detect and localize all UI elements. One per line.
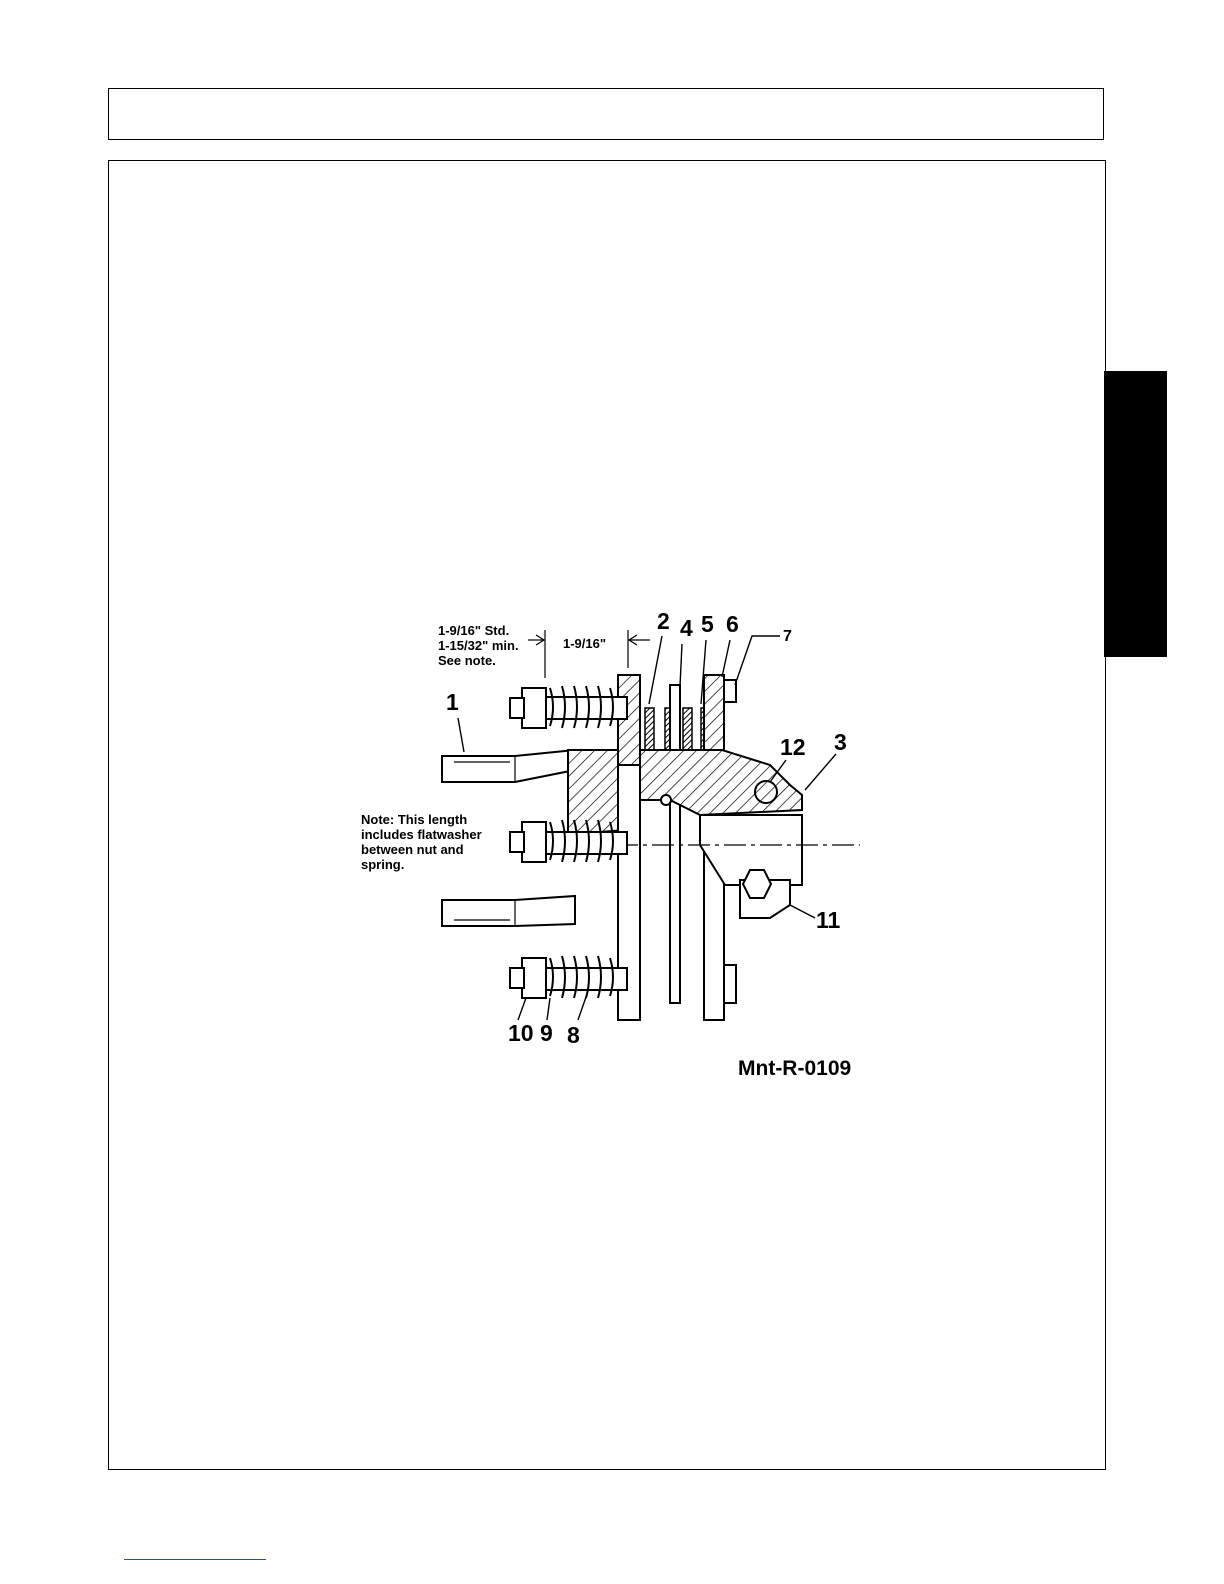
- yoke-upper-arm: [442, 750, 575, 782]
- note-line-3: between nut and: [361, 842, 464, 857]
- callout-6: 6: [726, 611, 739, 637]
- callout-10: 10: [508, 1020, 534, 1046]
- upper-bolt: [545, 697, 627, 719]
- middle-plate: [670, 685, 680, 1003]
- dimension-see-note: See note.: [438, 653, 496, 668]
- slip-clutch-diagram: [350, 600, 880, 1090]
- yoke-lower-arm: [442, 896, 575, 926]
- callout-12: 12: [780, 734, 806, 760]
- callout-1: 1: [446, 689, 459, 715]
- header-box: [108, 88, 1104, 140]
- collar-nut: [743, 870, 771, 898]
- footer-link-rule: [124, 1559, 266, 1560]
- note-line-2: includes flatwasher: [361, 827, 482, 842]
- callout-4: 4: [680, 615, 693, 641]
- dimension-std: 1-9/16" Std.: [438, 623, 510, 638]
- lower-nut: [510, 958, 546, 998]
- dimension-right: 1-9/16": [563, 636, 607, 651]
- callout-9: 9: [540, 1020, 553, 1046]
- upper-nut: [510, 688, 546, 728]
- middle-bolt: [545, 832, 627, 854]
- friction-disc-3: [683, 708, 692, 756]
- callout-5: 5: [701, 611, 714, 637]
- shear-bolt: [755, 781, 777, 803]
- dimension-min: 1-15/32" min.: [438, 638, 519, 653]
- friction-disc-1: [645, 708, 654, 756]
- callout-8: 8: [567, 1022, 580, 1048]
- lower-bolt: [545, 968, 627, 990]
- callout-7: 7: [783, 628, 792, 645]
- note-line-1: Note: This length: [361, 812, 468, 827]
- note-line-4: spring.: [361, 857, 405, 872]
- section-tab: [1104, 371, 1167, 657]
- middle-nut: [510, 822, 546, 862]
- callout-3: 3: [834, 729, 847, 755]
- figure-id: Mnt-R-0109: [738, 1057, 852, 1080]
- callout-11: 11: [816, 907, 841, 933]
- callout-2: 2: [657, 608, 670, 634]
